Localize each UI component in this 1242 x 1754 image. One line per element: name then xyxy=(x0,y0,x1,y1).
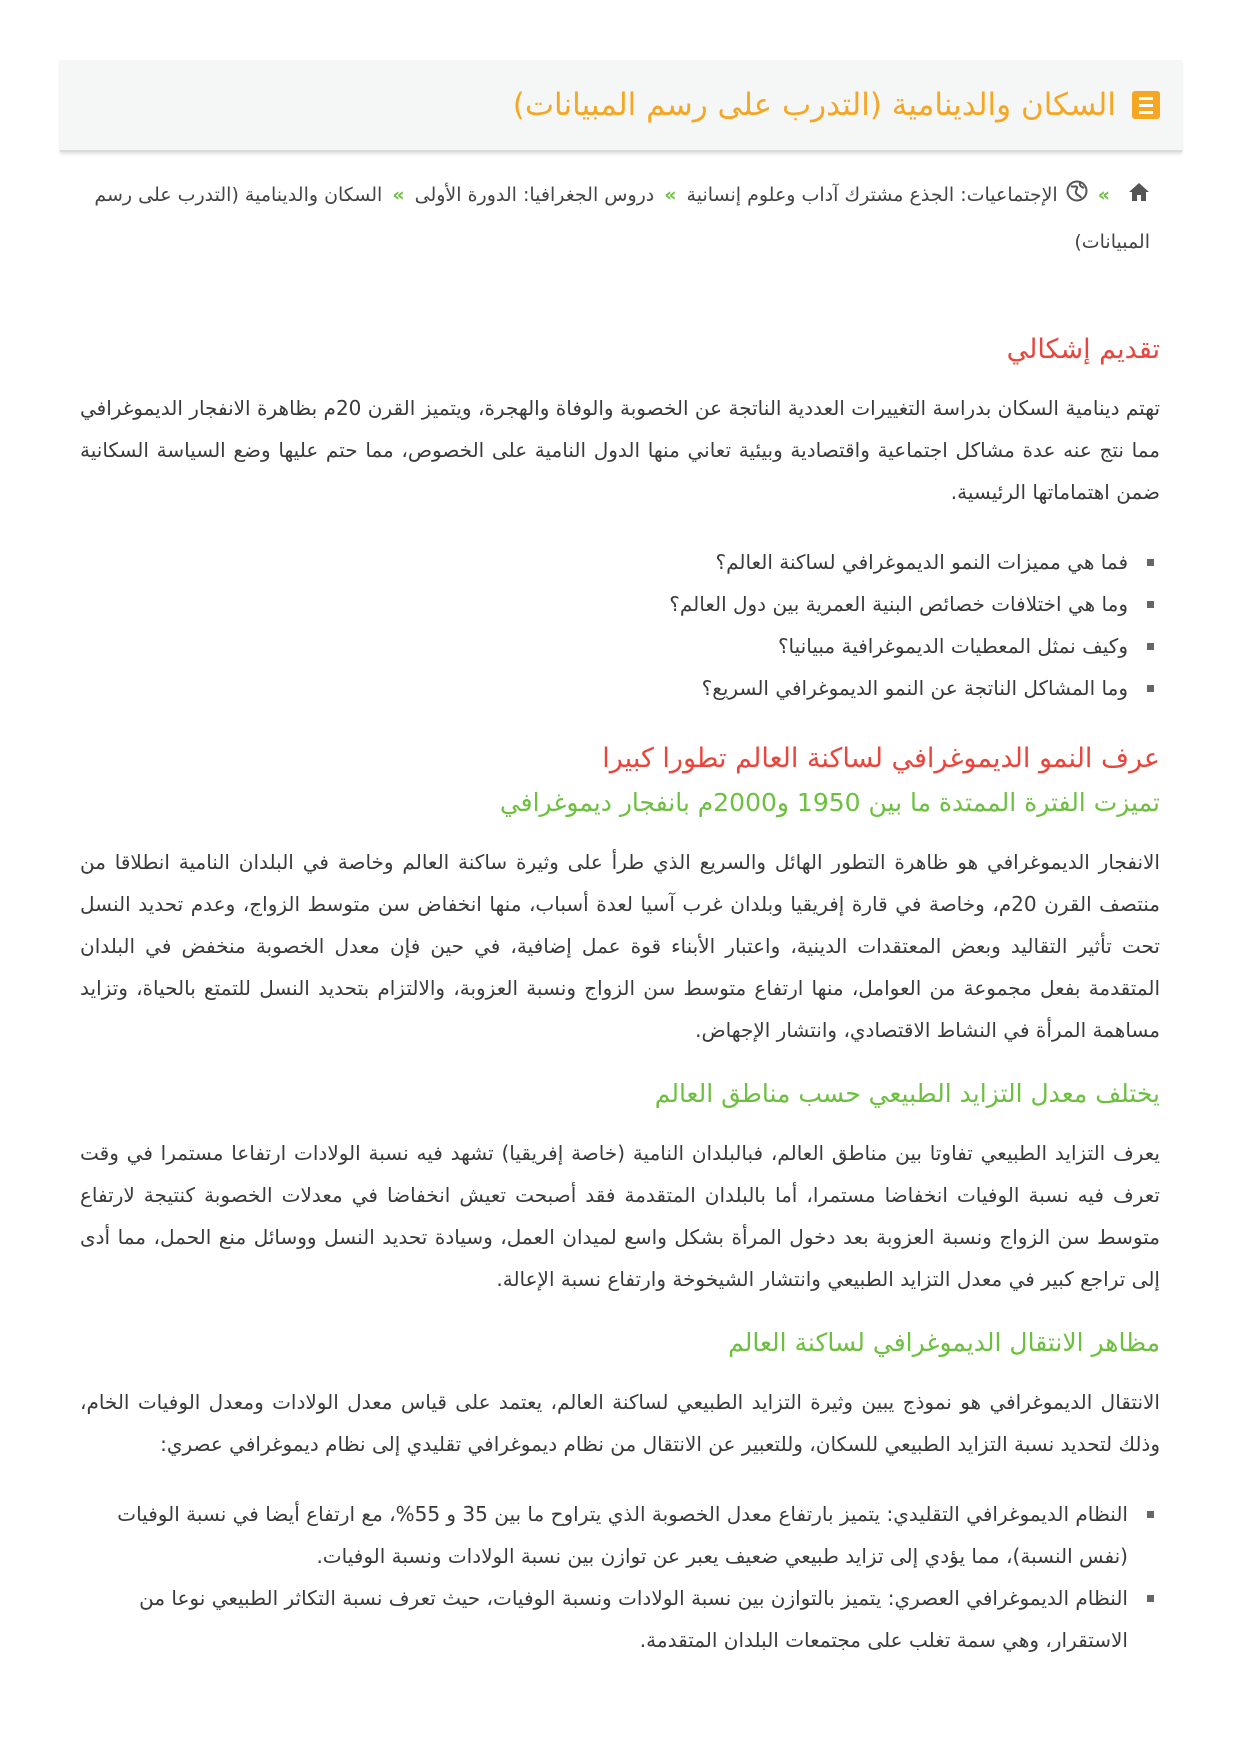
breadcrumb-current: السكان والدينامية (التدرب على رسم المبيانات) xyxy=(94,184,1150,253)
list-item: النظام الديموغرافي التقليدي: يتميز بارتفاع معدل الخصوبة الذي يتراوح ما بين 35 و 55%، مع ارتفاع أيضا في نسبة الوفيات (نفس النسبة)، مما يؤدي إلى تزايد طبيعي ضعيف يعبر عن توازن بين نسبة الولادات ونسبة الوفيات. xyxy=(80,1493,1128,1577)
breadcrumb-separator: » xyxy=(1097,184,1110,206)
globe-icon xyxy=(1066,173,1088,219)
section-heading: عرف النمو الديموغرافي لساكنة العالم تطورا كبيرا xyxy=(602,743,1160,774)
breadcrumb-link-social-studies[interactable]: الإجتماعيات: الجذع مشترك آداب وعلوم إنسانية xyxy=(686,184,1058,206)
subsection-heading: يختلف معدل التزايد الطبيعي حسب مناطق العالم xyxy=(654,1079,1160,1108)
subsection-paragraph: يعرف التزايد الطبيعي تفاوتا بين مناطق العالم، فبالبلدان النامية (خاصة إفريقيا) تشهد فيه نسبة الولادات ارتفاعا مستمرا في وقت تعرف فيه نسبة الوفيات انخفاضا مستمرا، أما بالبلدان المتقدمة فقد أصبحت تعيش انخفاضا في معدلات الخصوبة كنتيجة لارتفاع متوسط سن الزواج ونسبة العزوبة بعد دخول المرأة بشكل واسع لميدان العمل، وسيادة تحديد النسل ووسائل منع الحمل، مما أدى إلى تراجع كبير في معدل التزايد الطبيعي وانتشار الشيخوخة وارتفاع نسبة الإعالة. xyxy=(80,1141,1160,1291)
breadcrumb xyxy=(90,172,1150,265)
breadcrumb-separator: » xyxy=(664,184,677,206)
article-content xyxy=(80,334,1160,1683)
list-item: وما المشاكل الناتجة عن النمو الديموغرافي السريع؟ xyxy=(80,667,1128,709)
page-title: السكان والدينامية (التدرب على رسم المبيانات) xyxy=(512,87,1116,123)
document-icon xyxy=(1132,91,1160,119)
breadcrumb-separator: » xyxy=(392,184,405,206)
demographic-systems-list xyxy=(80,1493,1160,1661)
breadcrumb-link-geography-lessons[interactable]: دروس الجغرافيا: الدورة الأولى xyxy=(414,184,655,206)
subsection-paragraph: الانتقال الديموغرافي هو نموذج يبين وثيرة التزايد الطبيعي لساكنة العالم، يعتمد على قياس معدل الولادات ومعدل الوفيات الخام، وذلك لتحديد نسبة التزايد الطبيعي للسكان، وللتعبير عن الانتقال من نظام ديموغرافي تقليدي إلى نظام ديموغرافي عصري: xyxy=(80,1390,1160,1456)
subsection-heading: تميزت الفترة الممتدة ما بين 1950 و2000م بانفجار ديموغرافي xyxy=(499,788,1160,817)
subsection-paragraph: الانفجار الديموغرافي هو ظاهرة التطور الهائل والسريع الذي طرأ على وثيرة ساكنة العالم وخاصة في البلدان النامية انطلاقا من منتصف القرن 20م، وخاصة في قارة إفريقيا وبلدان غرب آسيا لعدة أسباب، منها انخفاض سن متوسط الزواج، وعدم تحديد النسل تحت تأثير التقاليد وبعض المعتقدات الدينية، واعتبار الأبناء قوة عمل إضافية، في حين فإن معدل الخصوبة منخفض في البلدان المتقدمة بفعل مجموعة من العوامل، منها ارتفاع متوسط سن الزواج ونسبة العزوبة، والالتزام بتحديد النسل للتمتع بالحياة، وتزايد مساهمة المرأة في النشاط الاقتصادي، وانتشار الإجهاض. xyxy=(80,850,1160,1042)
list-item: النظام الديموغرافي العصري: يتميز بالتوازن بين نسبة الولادات ونسبة الوفيات، حيث تعرف نسبة التكاثر الطبيعي نوعا من الاستقرار، وهي سمة تغلب على مجتمعات البلدان المتقدمة. xyxy=(80,1577,1128,1661)
subsection-heading: مظاهر الانتقال الديموغرافي لساكنة العالم xyxy=(728,1328,1160,1357)
intro-questions-list xyxy=(80,541,1160,709)
title-bar xyxy=(60,60,1182,152)
home-icon[interactable] xyxy=(1128,173,1150,219)
intro-paragraph: تهتم دينامية السكان بدراسة التغييرات العددية الناتجة عن الخصوبة والوفاة والهجرة، ويتميز القرن 20م بظاهرة الانفجار الديموغرافي مما نتج عنه عدة مشاكل اجتماعية واقتصادية وبيئية تعاني منها الدول النامية على الخصوص، مما حتم عليها وضع السياسة السكانية ضمن اهتماماتها الرئيسية. xyxy=(80,396,1161,504)
list-item: وما هي اختلافات خصائص البنية العمرية بين دول العالم؟ xyxy=(80,583,1128,625)
list-item: وكيف نمثل المعطيات الديموغرافية مبيانيا؟ xyxy=(80,625,1128,667)
intro-heading: تقديم إشكالي xyxy=(1006,334,1160,365)
list-item: فما هي مميزات النمو الديموغرافي لساكنة العالم؟ xyxy=(80,541,1128,583)
